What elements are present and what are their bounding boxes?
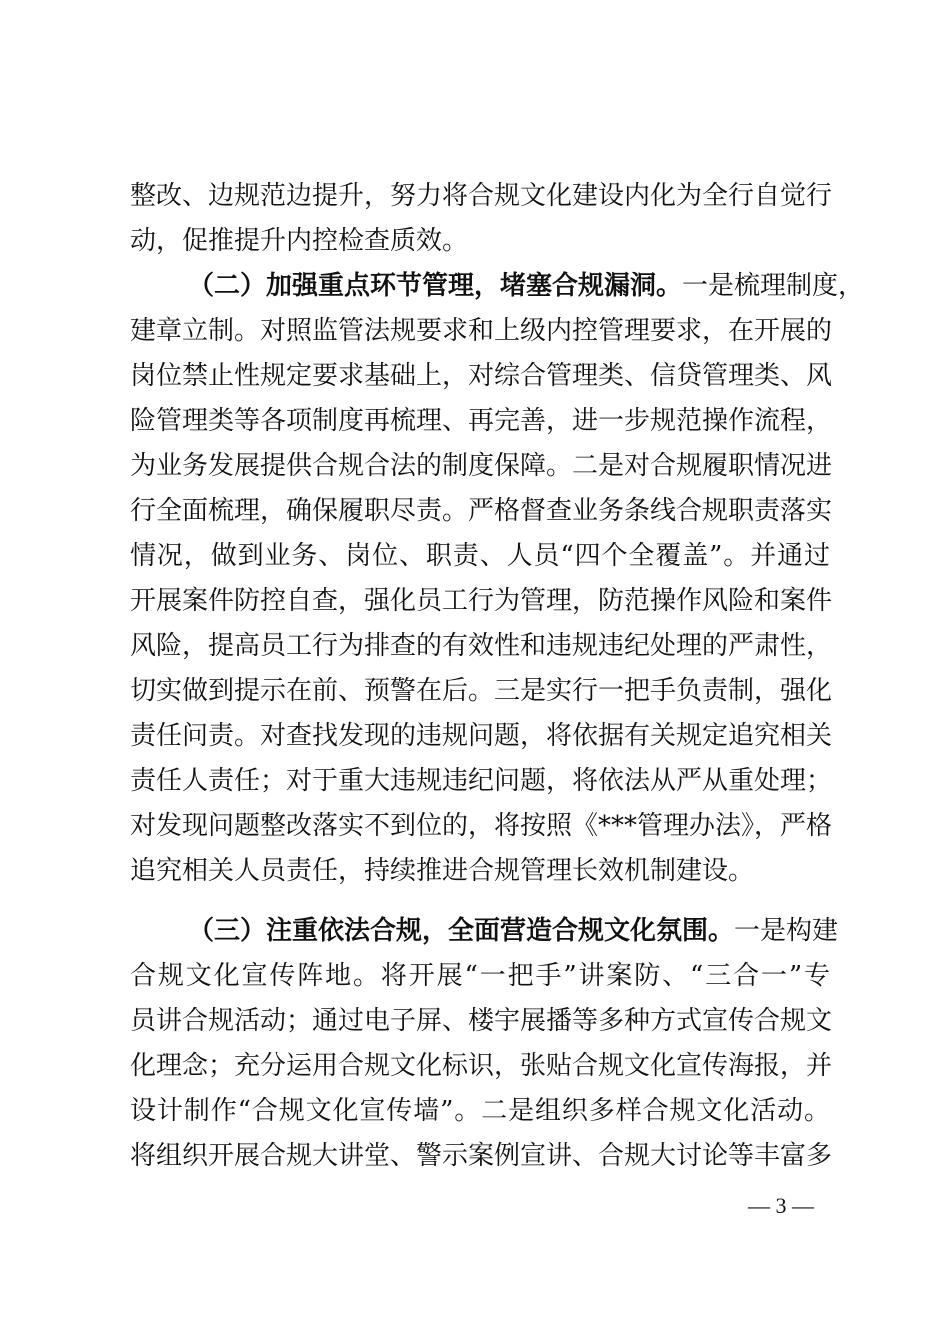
section-heading-line <box>188 911 839 951</box>
paragraph-line: 合规文化宣传阵地。将开展“一把手”讲案防、“三合一”专 <box>130 961 830 991</box>
paragraph-line: 切实做到提示在前、预警在后。三是实行一把手负责制，强化 <box>130 676 833 706</box>
paragraph-line: 为业务发展提供合规合法的制度保障。二是对合规履职情况进 <box>130 451 833 481</box>
page-number: — 3 — <box>748 1193 814 1218</box>
paragraph-line: 将组织开展合规大讲堂、警示案例宣讲、合规大讨论等丰富多 <box>130 1141 833 1171</box>
paragraph-line: 设计制作“合规文化宣传墙”。二是组织多样合规文化活动。 <box>130 1096 830 1126</box>
paragraph-line: 责任人责任；对于重大违规违纪问题，将依法从严从重处理； <box>130 766 833 796</box>
paragraph-line: 行全面梳理，确保履职尽责。严格督查业务条线合规职责落实 <box>130 496 833 526</box>
paragraph-line: 化理念；充分运用合规文化标识，张贴合规文化宣传海报，并 <box>130 1051 833 1081</box>
section-text: 一是构建 <box>734 916 839 946</box>
paragraph-line: 动，促推提升内控检查质效。 <box>130 226 469 256</box>
paragraph-line: 追究相关人员责任，持续推进合规管理长效机制建设。 <box>130 856 755 886</box>
paragraph-line: 情况，做到业务、岗位、职责、人员“四个全覆盖”。并通过 <box>130 541 830 571</box>
section-heading-line <box>188 266 865 306</box>
paragraph-line: 险管理类等各项制度再梳理、再完善，进一步规范操作流程， <box>130 406 833 436</box>
paragraph-line: 对发现问题整改落实不到位的，将按照《***管理办法》，严格 <box>130 811 833 841</box>
paragraph-line: 责任问责。对查找发现的违规问题，将依据有关规定追究相关 <box>130 721 833 751</box>
paragraph-line: 岗位禁止性规定要求基础上，对综合管理类、信贷管理类、风 <box>130 361 833 391</box>
paragraph-line: 建章立制。对照监管法规要求和上级内控管理要求，在开展的 <box>130 316 833 346</box>
section-heading: （二）加强重点环节管理，堵塞合规漏洞。 <box>188 271 683 301</box>
paragraph-line: 整改、边规范边提升，努力将合规文化建设内化为全行自觉行 <box>130 181 833 211</box>
paragraph-line: 风险，提高员工行为排查的有效性和违规违纪处理的严肃性， <box>130 631 833 661</box>
section-heading: （三）注重依法合规，全面营造合规文化氛围。 <box>188 916 735 946</box>
paragraph-line: 开展案件防控自查，强化员工行为管理，防范操作风险和案件 <box>130 586 833 616</box>
section-text: 一是梳理制度， <box>682 271 865 301</box>
paragraph-line: 员讲合规活动；通过电子屏、楼宇展播等多种方式宣传合规文 <box>130 1006 833 1036</box>
